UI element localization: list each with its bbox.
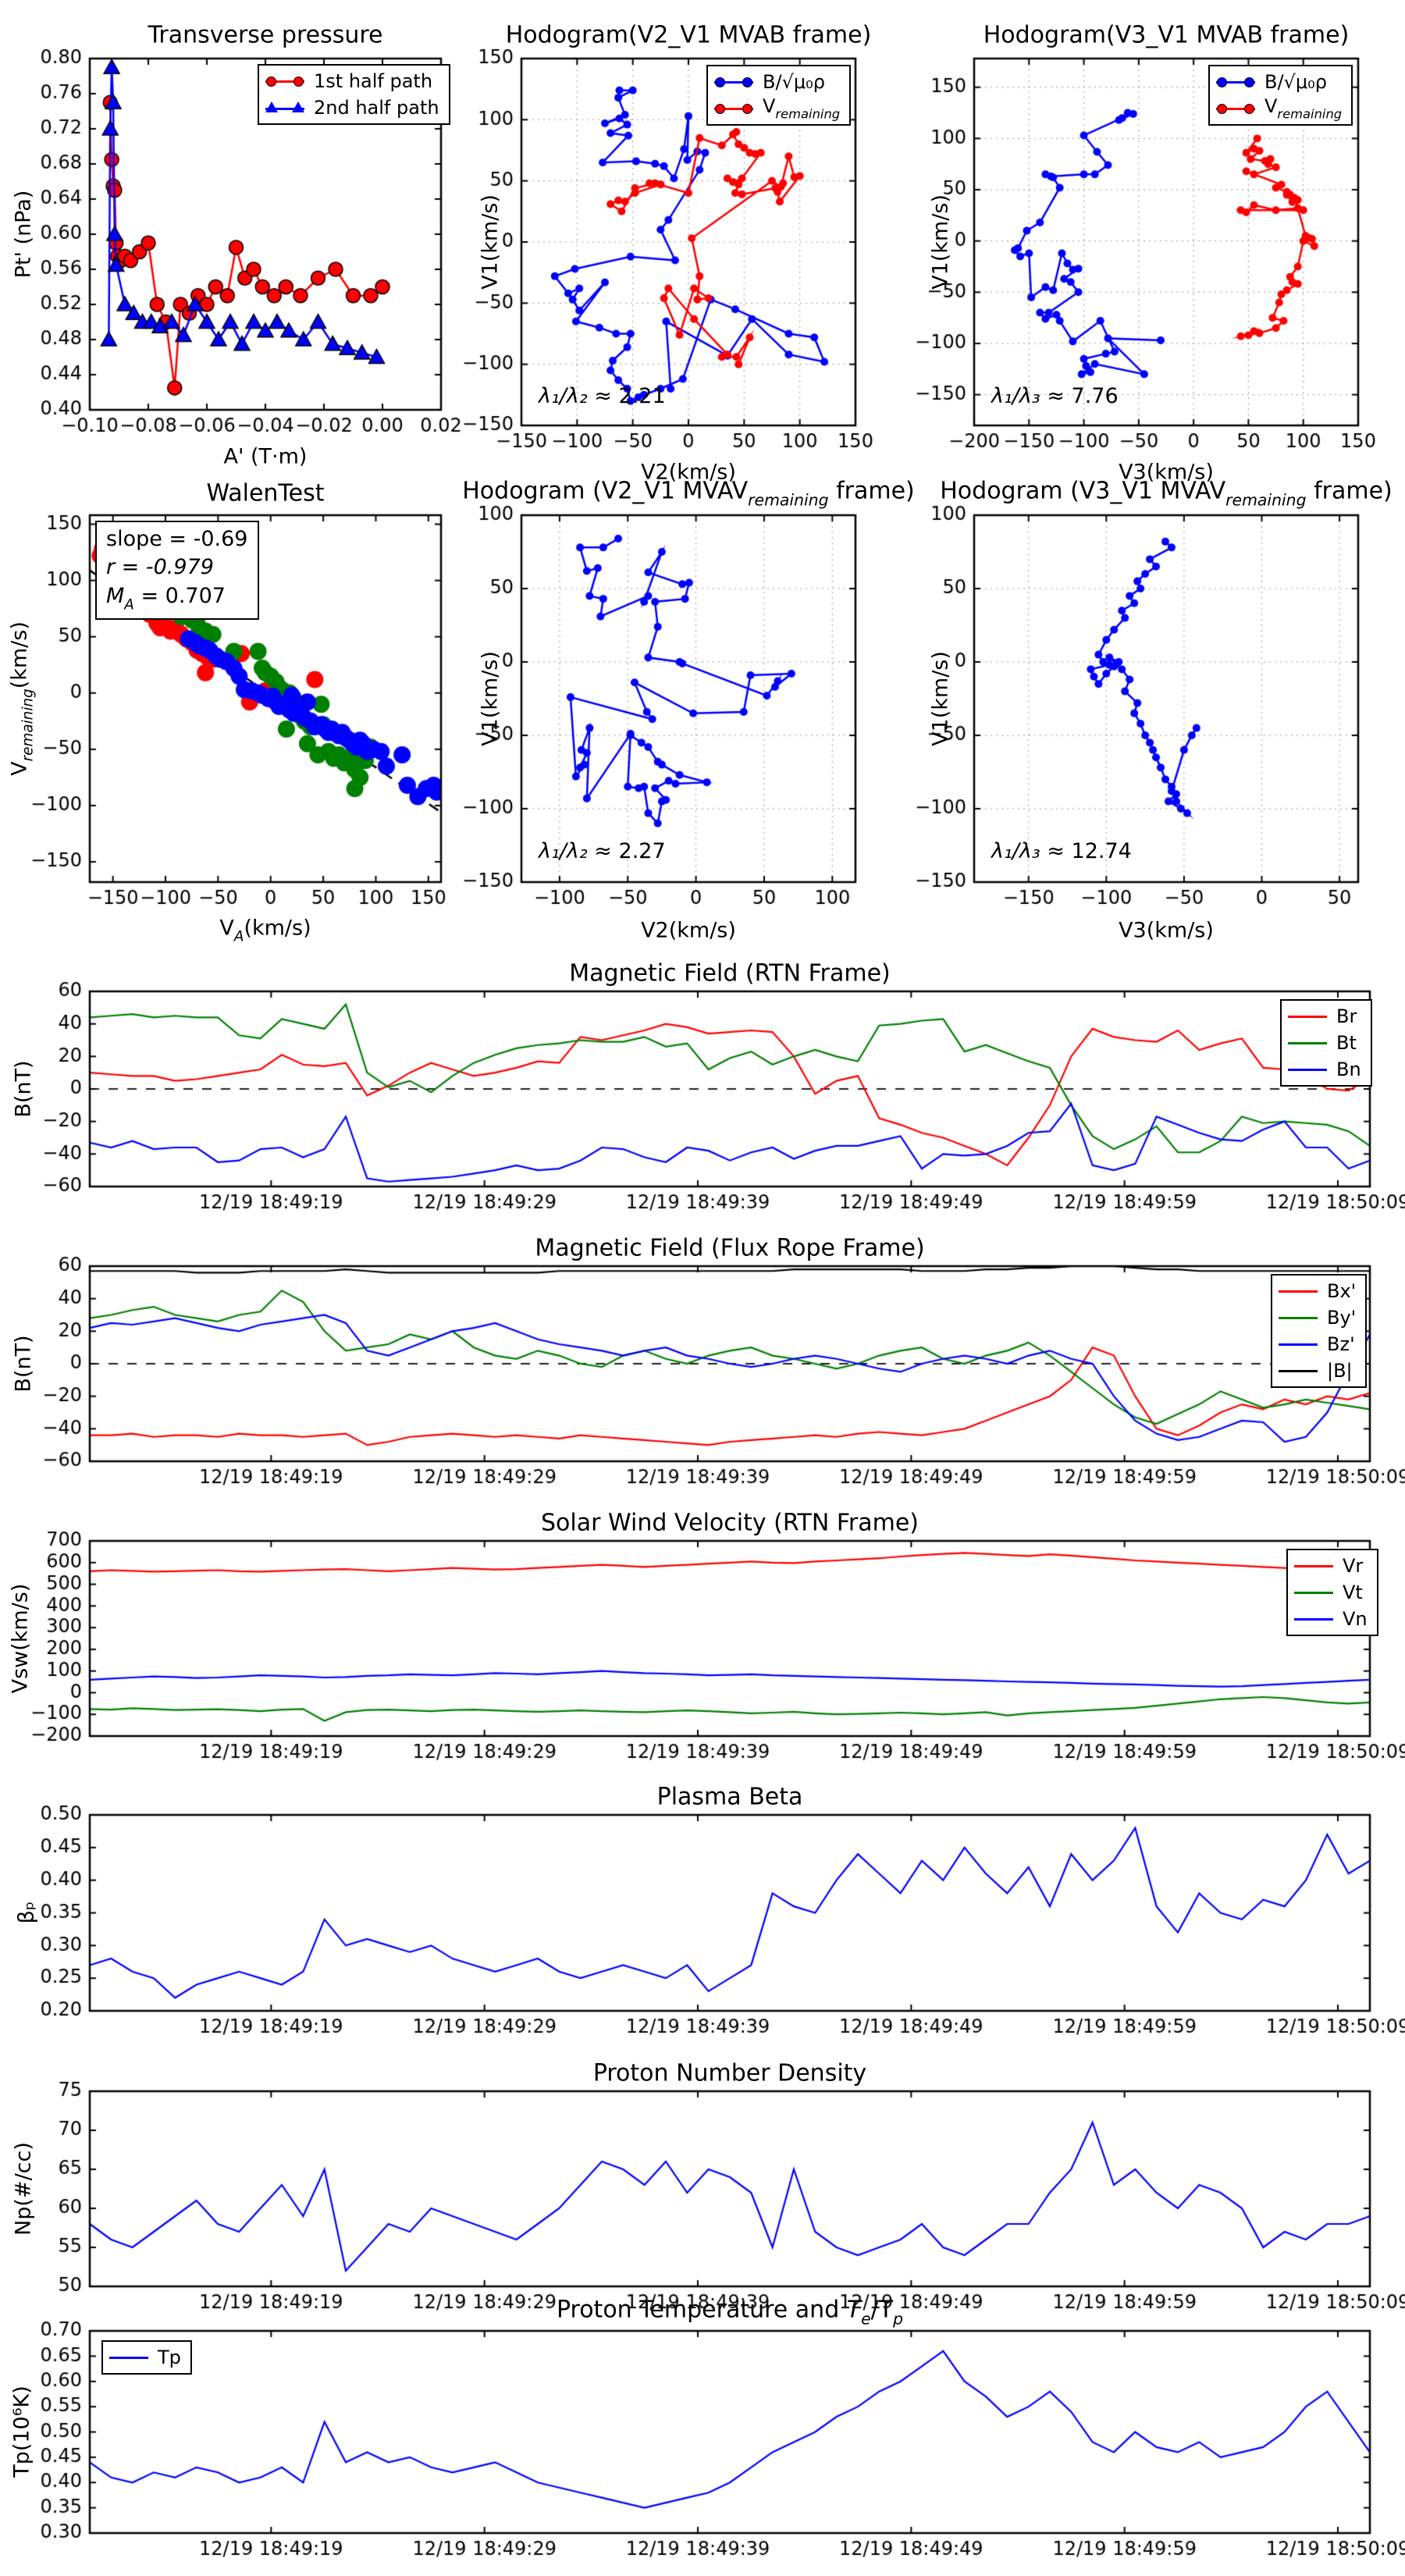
b-rtn-ylabel: B(nT) (11, 1060, 36, 1118)
hodogram-v3v1-mvab-xlabel: V3(km/s) (1119, 460, 1214, 485)
legend-swatch (109, 2350, 148, 2365)
proton-temperature-legend (101, 2340, 192, 2375)
legend-label: 2nd half path (314, 97, 439, 119)
hodogram-v3v1-mvab-legend (1208, 65, 1353, 126)
hodogram-v3v1-mvav-ylabel: V1(km/s) (928, 651, 953, 746)
legend-item (265, 68, 439, 94)
transverse-pressure-ylabel: Pt' (nPa) (11, 190, 36, 279)
legend-swatch (1288, 1009, 1327, 1024)
legend-item (1294, 1553, 1368, 1579)
proton-density-ylabel: Np(#/cc) (11, 2142, 36, 2236)
legend-label: Bt (1336, 1032, 1357, 1054)
legend-swatch (1279, 1283, 1318, 1299)
lambda-ratio-annotation: λ₁/λ₃ ≈ 12.74 (991, 839, 1132, 863)
legend-label: Vt (1343, 1582, 1363, 1603)
hodogram-v2v1-mvav-title: Hodogram (V2_V1 $MVAV_{remaining}$ frame) (462, 477, 915, 510)
walen-test-ylabel: $V_{remaining}(km/s)$ (7, 621, 37, 776)
legend-swatch (1279, 1310, 1318, 1325)
legend-label: 1st half path (314, 70, 433, 92)
legend-label: Tp (158, 2347, 181, 2368)
b-fluxrope-ylabel: B(nT) (11, 1335, 36, 1393)
legend-swatch (1294, 1585, 1333, 1600)
vsw-title: Solar Wind Velocity (RTN Frame) (541, 1509, 919, 1537)
walen-slope: slope = -0.69 (106, 527, 248, 551)
hodogram-v2v1-mvab-title: Hodogram(V2_V1 MVAB frame) (505, 21, 872, 49)
legend-item (109, 2344, 181, 2371)
legend-swatch (1216, 74, 1255, 90)
lambda-ratio-annotation: λ₁/λ₂ ≈ 2.21 (539, 384, 666, 408)
hodogram-v3v1-mvab-ylabel: V1(km/s) (928, 194, 953, 290)
proton-temperature-title: Proton Temperature and $T_e/T_p$ (556, 2296, 904, 2329)
legend-item (714, 95, 840, 122)
legend-label: |B| (1327, 1360, 1353, 1382)
walen-stats-box (95, 521, 259, 620)
legend-item (1294, 1606, 1368, 1632)
legend-item (265, 94, 439, 121)
legend-swatch (1288, 1035, 1327, 1051)
legend-item (1279, 1357, 1356, 1384)
legend-label: Bn (1336, 1059, 1361, 1080)
legend-swatch (714, 101, 753, 116)
walen-r: r = -0.979 (106, 555, 214, 580)
legend-label: $V_{remaining}$ (1264, 94, 1343, 122)
b-fluxrope-legend (1271, 1274, 1367, 1388)
legend-item (1288, 1056, 1361, 1083)
b-rtn-title: Magnetic Field (RTN Frame) (569, 959, 891, 987)
transverse-pressure-xlabel: A' (T·m) (223, 444, 308, 469)
hodogram-v3v1-mvab-title: Hodogram(V3_V1 MVAB frame) (983, 21, 1350, 49)
legend-label: Vr (1343, 1555, 1364, 1577)
legend-item (1216, 95, 1342, 122)
proton-temperature-ylabel: Tp(10⁶K) (9, 2386, 34, 2478)
legend-label: Vn (1343, 1608, 1368, 1630)
legend-item (1288, 1030, 1361, 1056)
legend-swatch (1216, 101, 1255, 116)
b-rtn-legend (1280, 999, 1372, 1087)
transverse-pressure-legend (258, 64, 450, 125)
transverse-pressure-title: Transverse pressure (148, 21, 383, 49)
lambda-ratio-annotation: λ₁/λ₃ ≈ 7.76 (991, 384, 1119, 408)
legend-label: $V_{remaining}$ (763, 94, 841, 122)
legend-swatch (265, 100, 304, 116)
lambda-ratio-annotation: λ₁/λ₂ ≈ 2.27 (539, 839, 666, 863)
legend-item (1216, 69, 1342, 95)
hodogram-v3v1-mvav-xlabel: V3(km/s) (1119, 918, 1214, 943)
legend-label: Br (1336, 1005, 1357, 1027)
hodogram-v2v1-mvav-xlabel: V2(km/s) (641, 918, 736, 943)
hodogram-v2v1-mvab-legend (706, 65, 851, 126)
walen-ma: $M_A = 0.707$ (106, 583, 226, 614)
hodogram-v2v1-mvab-xlabel: V2(km/s) (641, 460, 736, 485)
legend-item (1288, 1003, 1361, 1030)
legend-item (1279, 1304, 1356, 1331)
legend-item (714, 69, 840, 95)
hodogram-v3v1-mvav-title: Hodogram (V3_V1 $MVAV_{remaining}$ frame) (940, 477, 1393, 510)
legend-swatch (714, 74, 753, 90)
legend-label: B/√μ₀ρ (1264, 71, 1327, 93)
vsw-legend (1286, 1549, 1378, 1636)
legend-item (1279, 1278, 1356, 1304)
walen-test-xlabel: $V_A(km/s)$ (219, 916, 311, 945)
legend-item (1279, 1331, 1356, 1357)
legend-swatch (1294, 1558, 1333, 1574)
legend-label: Bz' (1327, 1333, 1355, 1355)
plasma-beta-title: Plasma Beta (656, 1783, 803, 1811)
legend-swatch (1294, 1611, 1333, 1627)
legend-swatch (265, 73, 304, 89)
vsw-ylabel: Vsw(km/s) (8, 1583, 33, 1694)
legend-swatch (1279, 1336, 1318, 1352)
legend-label: B/√μ₀ρ (763, 71, 825, 93)
hodogram-v2v1-mvab-ylabel: V1(km/s) (478, 194, 503, 290)
legend-label: Bx' (1327, 1280, 1357, 1302)
proton-density-title: Proton Number Density (592, 2059, 867, 2087)
legend-swatch (1279, 1363, 1318, 1379)
legend-swatch (1288, 1062, 1327, 1077)
plasma-beta-ylabel: βₚ (14, 1901, 39, 1924)
legend-item (1294, 1579, 1368, 1606)
walen-test-title: WalenTest (206, 479, 325, 507)
legend-label: By' (1327, 1307, 1357, 1329)
hodogram-v2v1-mvav-ylabel: V1(km/s) (478, 651, 503, 746)
b-fluxrope-title: Magnetic Field (Flux Rope Frame) (535, 1234, 925, 1262)
